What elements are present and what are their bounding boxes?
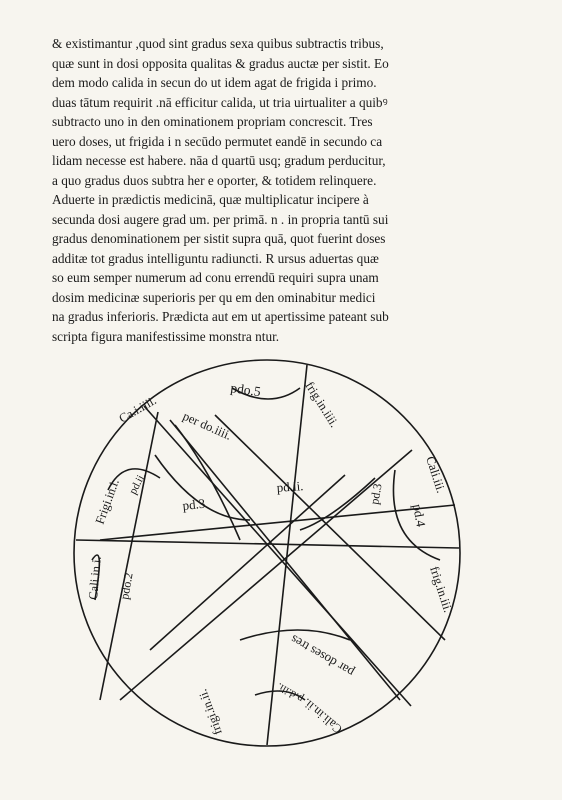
chord-line [150, 475, 345, 650]
text-line: uero doses, ut frigida i n secūdo permutet eandē in secundo ca [52, 133, 383, 149]
diameter-line [144, 406, 411, 706]
label-pdii-center: pd.ii. [276, 478, 304, 495]
label-frig-iiii-top: frig.in.iiii. [302, 379, 342, 430]
curve-line [300, 478, 375, 530]
text-line: gradus denominationem per sistit supra quā, quot fuerint doses [52, 231, 386, 246]
label-per-do-iiii: per do.iiii. [180, 408, 234, 443]
text-line: a quo gradus duos subtra her e oporter, & totidem relinquere. [52, 172, 377, 188]
label-frig-iii: frig.in.iii. [427, 564, 456, 615]
label-cali-iii: Cali.iii. [423, 454, 449, 495]
text-line: so eum semper numerum ad conu errendū requiri supra unam [52, 270, 379, 285]
text-line: na gradus inferioris. Prædicta aut em ut apertissime pateant sub [52, 309, 389, 324]
text-line: quæ sunt in dosi opposita qualitas & gradus auctæ per sistit. Eo [52, 55, 389, 71]
label-pdii-small: pd.ii. [127, 470, 149, 497]
chord-line [100, 412, 158, 700]
text-line: secunda dosi augere grad um. per primā. n . in propria tantū sui [52, 211, 389, 227]
label-cali-ii: Cali.in.ii. [300, 695, 345, 737]
label-pdo2: pdo.2 [117, 571, 136, 601]
text-line: Aduerte in prædictis medicinā, quæ multiplicatur incipere à [52, 192, 369, 207]
text-line: scripta figura manifestissime monstra ntur. [52, 328, 280, 344]
label-pd4: pd.4 [410, 502, 429, 528]
text-line: additæ tot gradus intelliguntu radiuncti. R ursus aduertas quæ [52, 250, 379, 266]
text-line: & existimantur ,quod sint gradus sexa quibus subtractis tribus, [52, 36, 384, 51]
text-line: dosim medicinæ superioris per qu em den ominabitur medici [52, 289, 376, 305]
label-pd3-left: pd.3 [181, 495, 206, 513]
label-pdiii-bottom: p.d.iii. [274, 680, 306, 705]
label-frig-ii: frigi.in.ii. [195, 687, 225, 737]
chord-line [170, 420, 400, 700]
text-line: subtracto uno in den ominationem propriam concrescit. Tres [52, 114, 373, 129]
label-cali-i: Cali.in.i. [86, 555, 104, 601]
chord-line [215, 415, 445, 640]
curve-line [175, 425, 240, 540]
label-cali-iiii: Ca.i.iiii. [116, 393, 159, 426]
text-line: duas tātum requirit .nā efficitur calida, ut tria uirtualiter a quibꝰ [52, 94, 388, 110]
label-par-doses: par doses tres [287, 632, 357, 681]
diagram-labels [86, 379, 455, 737]
label-pdo5: pdo.5 [229, 380, 262, 400]
text-line: lidam necesse est habere. nāa d quartū usq; gradum perducitur, [52, 153, 386, 168]
label-frigi-i: Frigi.in.i. [92, 477, 122, 527]
text-line: dem modo calida in secun do ut idem agat de frigida i primo. [52, 75, 377, 90]
label-pd3-right: pd.3 [367, 482, 385, 506]
